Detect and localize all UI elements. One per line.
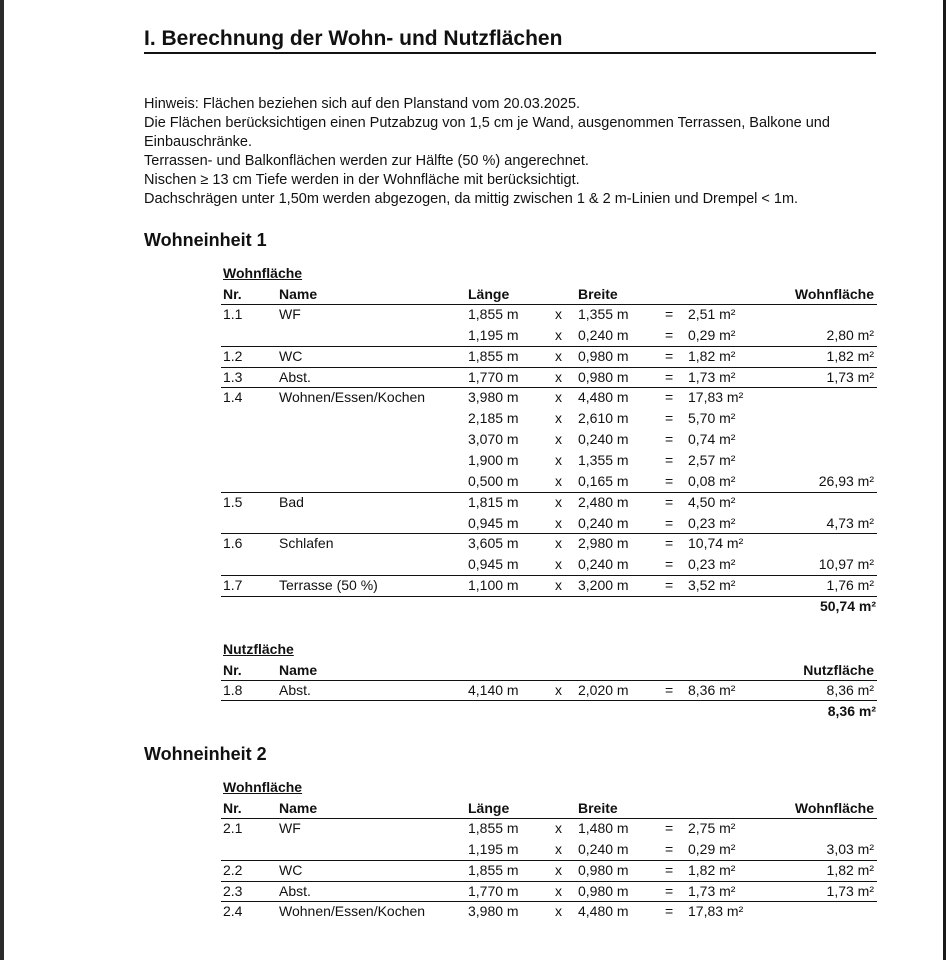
table-rule — [221, 492, 877, 493]
table-row — [221, 450, 877, 471]
table-row — [221, 346, 877, 367]
cell-total: 1,76 m² — [826, 577, 874, 594]
table-row — [221, 680, 877, 701]
cell-equals: = — [665, 861, 674, 878]
cell-times: x — [555, 493, 562, 510]
table-row — [221, 554, 877, 575]
cell-equals: = — [665, 535, 674, 552]
cell-equals: = — [665, 493, 674, 510]
cell-name: Wohnen/Essen/Kochen — [279, 903, 426, 920]
cell-width: 4,480 m — [578, 903, 629, 920]
cell-nr: 1.2 — [223, 347, 243, 364]
cell-result: 3,52 m² — [688, 577, 736, 594]
table-row — [221, 304, 877, 325]
cell-width: 4,480 m — [578, 389, 629, 406]
col-header-length: Länge — [468, 286, 510, 302]
cell-length: 3,980 m — [468, 903, 519, 920]
table-header-row — [221, 660, 877, 681]
table-header-row — [221, 798, 877, 819]
cell-name: Bad — [279, 493, 304, 510]
cell-nr: 1.7 — [223, 577, 243, 594]
cell-width: 1,355 m — [578, 451, 629, 468]
cell-nr: 1.5 — [223, 493, 243, 510]
cell-total: 1,82 m² — [826, 861, 874, 878]
cell-times: x — [555, 861, 562, 878]
cell-result: 0,08 m² — [688, 472, 736, 489]
cell-name: Abst. — [279, 368, 311, 385]
table-rule — [221, 860, 877, 861]
cell-width: 2,610 m — [578, 410, 629, 427]
col-header-nr: Nr. — [223, 662, 242, 678]
table-row — [221, 367, 877, 388]
table-row — [221, 325, 877, 346]
cell-name: WF — [279, 820, 301, 836]
cell-equals: = — [665, 306, 674, 322]
table-row — [221, 818, 877, 839]
cell-width: 3,200 m — [578, 577, 629, 594]
cell-equals: = — [665, 472, 674, 489]
table-row — [221, 881, 877, 902]
cell-times: x — [555, 347, 562, 364]
note-line: Die Flächen berücksichtigen einen Putzabzug von 1,5 cm je Wand, ausgenommen Terrassen, Balkone und Einbauschränke. — [144, 115, 830, 150]
cell-total: 4,73 m² — [826, 514, 874, 531]
cell-times: x — [555, 840, 562, 857]
cell-length: 1,855 m — [468, 347, 519, 364]
cell-nr: 1.1 — [223, 306, 243, 322]
cell-nr: 1.8 — [223, 682, 243, 698]
table-row — [221, 387, 877, 408]
cell-times: x — [555, 535, 562, 552]
cell-length: 1,195 m — [468, 326, 519, 343]
table-row — [221, 533, 877, 554]
cell-length: 1,770 m — [468, 368, 519, 385]
col-header-nr: Nr. — [223, 286, 242, 302]
col-header-length: Länge — [468, 800, 510, 816]
cell-width: 0,980 m — [578, 861, 629, 878]
cell-times: x — [555, 882, 562, 899]
cell-width: 0,240 m — [578, 514, 629, 531]
section-title-nutzflaeche-1: Nutzfläche — [223, 641, 294, 657]
cell-result: 1,73 m² — [688, 368, 736, 385]
cell-equals: = — [665, 882, 674, 899]
table-row — [221, 860, 877, 881]
cell-equals: = — [665, 556, 674, 573]
cell-result: 17,83 m² — [688, 389, 744, 406]
table-rule — [221, 881, 877, 882]
cell-times: x — [555, 306, 562, 322]
cell-width: 0,240 m — [578, 431, 629, 448]
cell-width: 2,980 m — [578, 535, 629, 552]
cell-nr: 2.2 — [223, 861, 243, 878]
cell-equals: = — [665, 389, 674, 406]
cell-width: 0,240 m — [578, 326, 629, 343]
cell-result: 5,70 m² — [688, 410, 736, 427]
cell-result: 2,51 m² — [688, 306, 736, 322]
cell-length: 1,100 m — [468, 577, 519, 594]
cell-length: 0,500 m — [468, 472, 519, 489]
cell-width: 0,165 m — [578, 472, 629, 489]
note-line: Hinweis: Flächen beziehen sich auf den Planstand vom 20.03.2025. — [144, 96, 581, 112]
table-rule — [221, 700, 877, 701]
cell-result: 0,29 m² — [688, 840, 736, 857]
cell-result: 2,75 m² — [688, 820, 736, 836]
table-rule — [221, 346, 877, 347]
cell-nr: 1.4 — [223, 389, 243, 406]
col-header-name: Name — [279, 286, 318, 302]
cell-width: 0,980 m — [578, 347, 629, 364]
table-rule — [221, 575, 877, 576]
cell-length: 0,945 m — [468, 514, 519, 531]
cell-times: x — [555, 326, 562, 343]
cell-times: x — [555, 451, 562, 468]
cell-width: 0,240 m — [578, 840, 629, 857]
col-header-nr: Nr. — [223, 800, 242, 816]
cell-total: 10,97 m² — [818, 556, 874, 573]
section-title-wohnflaeche-2: Wohnfläche — [223, 779, 303, 795]
table-rule — [221, 533, 877, 534]
cell-equals: = — [665, 682, 674, 698]
table-row — [221, 901, 877, 922]
cell-equals: = — [665, 347, 674, 364]
cell-width: 2,480 m — [578, 493, 629, 510]
cell-times: x — [555, 577, 562, 594]
cell-total: 1,73 m² — [826, 882, 874, 899]
cell-result: 8,36 m² — [688, 682, 736, 698]
table-row — [221, 492, 877, 513]
col-header-name: Name — [279, 800, 318, 816]
cell-result: 0,23 m² — [688, 514, 736, 531]
cell-result: 0,23 m² — [688, 556, 736, 573]
cell-result: 1,73 m² — [688, 882, 736, 899]
cell-width: 2,020 m — [578, 682, 629, 698]
note-line: Nischen ≥ 13 cm Tiefe werden in der Wohnfläche mit berücksichtigt. — [144, 172, 580, 188]
cell-total: 1,82 m² — [826, 347, 874, 364]
section-title-wohnflaeche-1: Wohnfläche — [223, 265, 303, 281]
notes-block — [144, 95, 879, 209]
cell-name: WC — [279, 861, 303, 878]
sum-wohnflaeche-1: 50,74 m² — [819, 598, 876, 614]
cell-result: 4,50 m² — [688, 493, 736, 510]
table-header-row — [221, 284, 877, 305]
cell-times: x — [555, 368, 562, 385]
col-header-width: Breite — [578, 286, 618, 302]
cell-nr: 2.1 — [223, 820, 243, 836]
cell-result: 0,29 m² — [688, 326, 736, 343]
cell-length: 1,195 m — [468, 840, 519, 857]
cell-equals: = — [665, 368, 674, 385]
cell-times: x — [555, 682, 562, 698]
table-row — [221, 408, 877, 429]
cell-nr: 1.6 — [223, 535, 243, 552]
cell-times: x — [555, 556, 562, 573]
unit-heading-2: Wohneinheit 2 — [144, 744, 267, 764]
cell-total: 8,36 m² — [826, 682, 874, 698]
cell-name: WC — [279, 347, 303, 364]
cell-result: 0,74 m² — [688, 431, 736, 448]
table-row — [221, 575, 877, 596]
table-row — [221, 471, 877, 492]
table-rule — [221, 596, 877, 597]
col-header-total: Wohnfläche — [794, 286, 874, 302]
cell-length: 1,770 m — [468, 882, 519, 899]
cell-equals: = — [665, 326, 674, 343]
cell-name: Abst. — [279, 682, 311, 698]
cell-result: 2,57 m² — [688, 451, 736, 468]
unit-heading-1: Wohneinheit 1 — [144, 230, 267, 250]
table-row — [221, 513, 877, 534]
cell-times: x — [555, 514, 562, 531]
cell-length: 1,855 m — [468, 820, 519, 836]
cell-total: 3,03 m² — [826, 840, 874, 857]
cell-equals: = — [665, 820, 674, 836]
cell-length: 3,070 m — [468, 431, 519, 448]
cell-length: 0,945 m — [468, 556, 519, 573]
cell-times: x — [555, 472, 562, 489]
cell-nr: 2.3 — [223, 882, 243, 899]
cell-length: 3,980 m — [468, 389, 519, 406]
cell-name: Wohnen/Essen/Kochen — [279, 389, 426, 406]
cell-times: x — [555, 903, 562, 920]
cell-length: 2,185 m — [468, 410, 519, 427]
cell-result: 17,83 m² — [688, 903, 744, 920]
cell-equals: = — [665, 410, 674, 427]
col-header-width: Breite — [578, 800, 618, 816]
cell-total: 26,93 m² — [818, 472, 874, 489]
page-title: I. Berechnung der Wohn- und Nutzflächen — [144, 26, 876, 54]
table-rule — [221, 387, 877, 388]
cell-length: 1,815 m — [468, 493, 519, 510]
cell-width: 0,240 m — [578, 556, 629, 573]
cell-nr: 2.4 — [223, 903, 243, 920]
cell-times: x — [555, 431, 562, 448]
cell-length: 1,855 m — [468, 306, 519, 322]
note-line: Dachschrägen unter 1,50m werden abgezogen, da mittig zwischen 1 & 2 m-Linien und Drempel < 1m. — [144, 191, 799, 207]
cell-length: 4,140 m — [468, 682, 519, 698]
cell-width: 1,480 m — [578, 820, 629, 836]
cell-name: Terrasse (50 %) — [279, 577, 378, 594]
cell-equals: = — [665, 514, 674, 531]
cell-total: 2,80 m² — [826, 326, 874, 343]
cell-width: 1,355 m — [578, 306, 629, 322]
cell-total: 1,73 m² — [826, 368, 874, 385]
cell-equals: = — [665, 577, 674, 594]
cell-times: x — [555, 389, 562, 406]
cell-width: 0,980 m — [578, 368, 629, 385]
sum-nutzflaeche-1: 8,36 m² — [827, 703, 876, 719]
cell-width: 0,980 m — [578, 882, 629, 899]
cell-equals: = — [665, 431, 674, 448]
cell-name: WF — [279, 306, 301, 322]
cell-equals: = — [665, 451, 674, 468]
cell-times: x — [555, 410, 562, 427]
note-line: Terrassen- und Balkonflächen werden zur Hälfte (50 %) angerechnet. — [144, 153, 589, 169]
cell-result: 10,74 m² — [688, 535, 744, 552]
table-row — [221, 839, 877, 860]
col-header-name: Name — [279, 662, 318, 678]
cell-nr: 1.3 — [223, 368, 243, 385]
cell-length: 1,855 m — [468, 861, 519, 878]
cell-equals: = — [665, 903, 674, 920]
cell-result: 1,82 m² — [688, 861, 736, 878]
cell-times: x — [555, 820, 562, 836]
cell-length: 3,605 m — [468, 535, 519, 552]
cell-name: Abst. — [279, 882, 311, 899]
cell-result: 1,82 m² — [688, 347, 736, 364]
col-header-total: Wohnfläche — [794, 800, 874, 816]
cell-equals: = — [665, 840, 674, 857]
table-row — [221, 429, 877, 450]
col-header-total: Nutzfläche — [803, 662, 874, 678]
cell-length: 1,900 m — [468, 451, 519, 468]
table-rule — [221, 901, 877, 902]
table-rule — [221, 367, 877, 368]
cell-name: Schlafen — [279, 535, 334, 552]
